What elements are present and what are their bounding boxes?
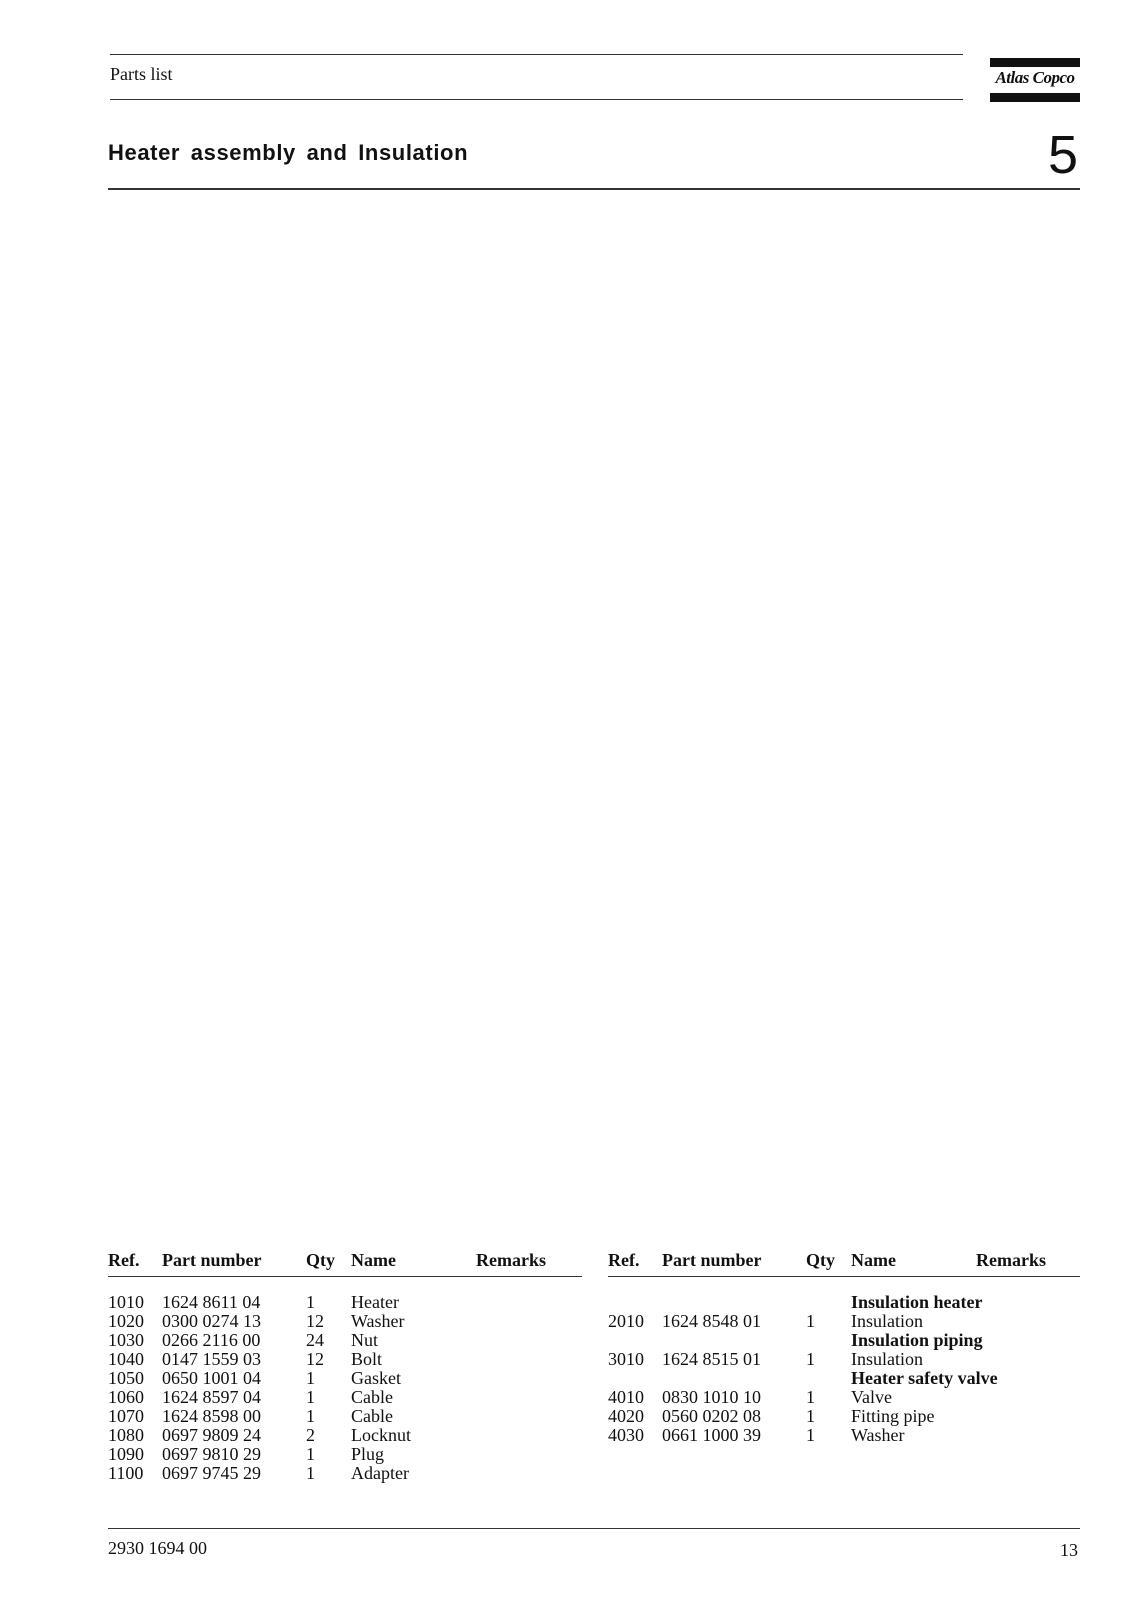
- qty-cell: 1: [306, 1406, 315, 1426]
- qty-cell: 1: [306, 1463, 315, 1483]
- header-bottom-rule: [110, 99, 963, 100]
- table-header: [608, 1250, 1080, 1276]
- ref-cell: 4030: [608, 1425, 644, 1445]
- table-header-rule: [108, 1276, 582, 1277]
- ref-cell: 1040: [108, 1349, 144, 1369]
- part-number-cell: 1624 8515 01: [662, 1349, 761, 1369]
- table-row: [108, 1293, 582, 1312]
- name-cell: Heater: [351, 1292, 399, 1312]
- part-number-cell: 0697 9810 29: [162, 1444, 261, 1464]
- name-cell: Washer: [351, 1311, 405, 1331]
- qty-cell: 12: [306, 1349, 324, 1369]
- table-row: [108, 1426, 582, 1445]
- table-row: [108, 1312, 582, 1331]
- qty-cell: 1: [306, 1368, 315, 1388]
- qty-cell: 1: [306, 1444, 315, 1464]
- part-number-cell: 1624 8598 00: [162, 1406, 261, 1426]
- qty-cell: 2: [306, 1425, 315, 1445]
- col-qty-header: Qty: [306, 1250, 335, 1270]
- table-row: [608, 1407, 1080, 1426]
- ref-cell: 1060: [108, 1387, 144, 1407]
- section-number: 5: [1048, 125, 1079, 185]
- table-row: [108, 1388, 582, 1407]
- ref-cell: 1030: [108, 1330, 144, 1350]
- qty-cell: 1: [806, 1425, 815, 1445]
- ref-cell: 1010: [108, 1292, 144, 1312]
- name-cell: Cable: [351, 1406, 393, 1426]
- part-number-cell: 1624 8548 01: [662, 1311, 761, 1331]
- qty-cell: 1: [806, 1406, 815, 1426]
- logo-wordmark: Atlas Copco: [995, 68, 1075, 87]
- table-row: [608, 1426, 1080, 1445]
- col-ref-header: Ref.: [608, 1250, 640, 1270]
- page-title: Heater assembly and Insulation: [108, 140, 469, 165]
- col-name-header: Name: [351, 1250, 396, 1270]
- name-cell: Locknut: [351, 1425, 411, 1445]
- footer-rule: [108, 1528, 1080, 1529]
- col-qty-header: Qty: [806, 1250, 835, 1270]
- col-name-header: Name: [851, 1250, 896, 1270]
- section-label: Parts list: [110, 64, 173, 84]
- part-number-cell: 0661 1000 39: [662, 1425, 761, 1445]
- part-number-cell: 0266 2116 00: [162, 1330, 261, 1350]
- header-top-rule: [110, 54, 963, 55]
- part-number-cell: 0300 0274 13: [162, 1311, 261, 1331]
- table-row: [108, 1350, 582, 1369]
- qty-cell: 1: [306, 1292, 315, 1312]
- ref-cell: 1050: [108, 1368, 144, 1388]
- qty-cell: 1: [306, 1387, 315, 1407]
- ref-cell: 3010: [608, 1349, 644, 1369]
- ref-cell: 1100: [108, 1463, 144, 1483]
- table-row: [108, 1407, 582, 1426]
- ref-cell: 2010: [608, 1311, 644, 1331]
- name-cell: Nut: [351, 1330, 378, 1350]
- qty-cell: 24: [306, 1330, 324, 1350]
- qty-cell: 12: [306, 1311, 324, 1331]
- atlas-copco-logo: [990, 56, 1080, 101]
- ref-cell: 1090: [108, 1444, 144, 1464]
- name-cell: Bolt: [351, 1349, 383, 1369]
- part-number-cell: 0560 0202 08: [662, 1406, 761, 1426]
- name-cell: Adapter: [351, 1463, 409, 1483]
- name-cell: Insulation: [851, 1349, 923, 1369]
- col-remarks-header: Remarks: [976, 1250, 1046, 1270]
- col-part-number-header: Part number: [162, 1250, 262, 1270]
- parts-table-right: [608, 1250, 1080, 1445]
- qty-cell: 1: [806, 1349, 815, 1369]
- part-number-cell: 0697 9809 24: [162, 1425, 261, 1445]
- table-row: [608, 1388, 1080, 1407]
- name-cell: Fitting pipe: [851, 1406, 935, 1426]
- table-row: [608, 1350, 1080, 1369]
- ref-cell: 4010: [608, 1387, 644, 1407]
- table-header-rule: [608, 1276, 1080, 1277]
- part-number-cell: 0147 1559 03: [162, 1349, 261, 1369]
- group-heading-row: [608, 1369, 1080, 1388]
- table-row: [108, 1445, 582, 1464]
- table-row: [108, 1464, 582, 1483]
- table-body: [108, 1293, 582, 1483]
- part-number-cell: 0830 1010 10: [662, 1387, 761, 1407]
- parts-table-left: [108, 1250, 582, 1483]
- table-row: [608, 1312, 1080, 1331]
- table-body: [608, 1293, 1080, 1445]
- group-heading: Insulation heater: [851, 1292, 983, 1312]
- part-number-cell: 1624 8597 04: [162, 1387, 261, 1407]
- title-rule: [108, 188, 1080, 190]
- group-heading-row: [608, 1293, 1080, 1312]
- name-cell: Gasket: [351, 1368, 401, 1388]
- col-part-number-header: Part number: [662, 1250, 762, 1270]
- table-row: [108, 1369, 582, 1388]
- name-cell: Valve: [851, 1387, 892, 1407]
- document-number: 2930 1694 00: [108, 1538, 207, 1558]
- name-cell: Insulation: [851, 1311, 923, 1331]
- table-header: [108, 1250, 582, 1276]
- name-cell: Plug: [351, 1444, 385, 1464]
- qty-cell: 1: [806, 1387, 815, 1407]
- qty-cell: 1: [806, 1311, 815, 1331]
- part-number-cell: 0650 1001 04: [162, 1368, 261, 1388]
- name-cell: Washer: [851, 1425, 905, 1445]
- ref-cell: 4020: [608, 1406, 644, 1426]
- part-number-cell: 1624 8611 04: [162, 1292, 261, 1312]
- name-cell: Cable: [351, 1387, 393, 1407]
- group-heading: Heater safety valve: [851, 1368, 998, 1388]
- ref-cell: 1080: [108, 1425, 144, 1445]
- col-remarks-header: Remarks: [476, 1250, 546, 1270]
- ref-cell: 1020: [108, 1311, 144, 1331]
- ref-cell: 1070: [108, 1406, 144, 1426]
- group-heading-row: [608, 1331, 1080, 1350]
- group-heading: Insulation piping: [851, 1330, 983, 1350]
- page-number: 13: [1060, 1540, 1078, 1560]
- col-ref-header: Ref.: [108, 1250, 140, 1270]
- part-number-cell: 0697 9745 29: [162, 1463, 261, 1483]
- table-row: [108, 1331, 582, 1350]
